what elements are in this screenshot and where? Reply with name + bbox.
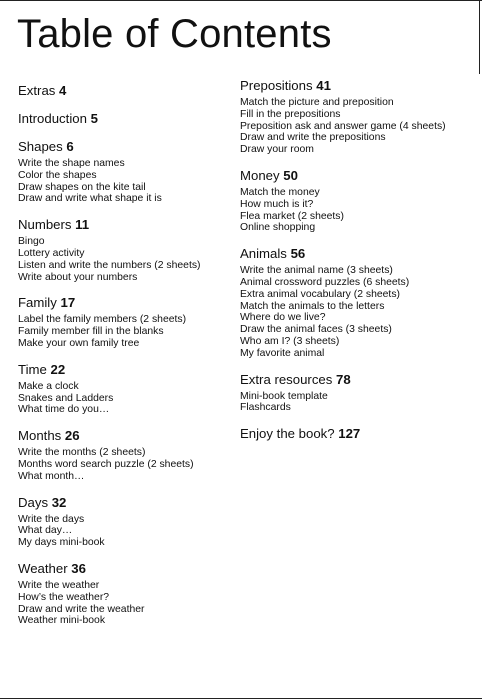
toc-item: How’s the weather? — [18, 591, 110, 603]
section-name: Enjoy the book? — [240, 426, 335, 442]
section-page-number: 6 — [66, 139, 74, 154]
toc-section-money — [240, 168, 476, 234]
toc-item: Make a clock — [18, 380, 79, 392]
section-item-list — [18, 580, 233, 627]
section-page-number: 127 — [338, 426, 361, 442]
section-item-list — [240, 391, 476, 415]
toc-item: Online shopping — [240, 222, 316, 234]
toc-item: Write the months (2 sheets) — [18, 447, 146, 459]
toc-item: Bingo — [18, 236, 45, 248]
section-heading — [18, 362, 233, 378]
section-name: Extras — [18, 83, 56, 98]
toc-section-animals — [240, 246, 476, 359]
section-page-number: 41 — [316, 78, 331, 93]
toc-item: Weather mini-book — [18, 615, 106, 627]
section-page-number: 4 — [59, 83, 67, 98]
section-heading — [240, 426, 476, 442]
toc-item: What time do you… — [18, 404, 110, 416]
toc-item: Flea market (2 sheets) — [240, 210, 344, 222]
section-heading — [18, 217, 233, 233]
toc-item: Write the animal name (3 sheets) — [240, 265, 393, 277]
section-heading — [240, 78, 476, 94]
bottom-rule — [0, 698, 482, 699]
toc-item: Write about your numbers — [18, 271, 138, 283]
toc-item: My favorite animal — [240, 347, 325, 359]
toc-section-shapes — [18, 139, 233, 205]
toc-item: Label the family members (2 sheets) — [18, 314, 187, 326]
section-item-list — [18, 158, 233, 205]
toc-item: My days mini-book — [18, 537, 105, 549]
toc-item: Family member fill in the blanks — [18, 326, 164, 338]
toc-section-days — [18, 495, 233, 549]
toc-section-enjoy-the-book — [240, 426, 476, 442]
section-page-number: 11 — [75, 217, 90, 233]
section-item-list — [240, 97, 476, 156]
top-rule — [0, 0, 482, 1]
section-heading — [240, 168, 476, 184]
toc-item: Draw shapes on the kite tail — [18, 181, 146, 193]
toc-item: Months word search puzzle (2 sheets) — [18, 458, 194, 470]
toc-item: Draw and write what shape it is — [18, 193, 162, 205]
section-name: Days — [18, 494, 49, 510]
section-page-number: 5 — [90, 111, 98, 126]
page-title: Table of Contents — [17, 12, 332, 56]
section-name: Time — [18, 361, 47, 377]
section-name: Shapes — [18, 139, 63, 154]
section-item-list — [18, 236, 233, 283]
section-item-list — [240, 187, 476, 234]
toc-right-column — [240, 78, 476, 445]
toc-section-time — [18, 362, 233, 416]
section-name: Animals — [240, 246, 287, 262]
toc-section-weather — [18, 561, 233, 627]
section-heading — [18, 495, 233, 511]
toc-section-introduction — [18, 111, 233, 127]
section-page-number: 78 — [336, 371, 351, 387]
toc-item: Color the shapes — [18, 169, 97, 181]
toc-section-extras — [18, 83, 233, 99]
toc-section-extra-resources — [240, 372, 476, 415]
section-page-number: 36 — [71, 560, 86, 576]
section-name: Introduction — [18, 111, 87, 126]
section-name: Family — [18, 295, 57, 311]
section-page-number: 56 — [290, 246, 306, 262]
section-heading — [18, 111, 233, 127]
toc-item: Draw and write the prepositions — [240, 132, 386, 144]
section-heading — [18, 83, 233, 99]
toc-item: Make your own family tree — [18, 337, 140, 349]
toc-item: Draw your room — [240, 144, 314, 156]
toc-section-family — [18, 295, 233, 349]
toc-section-numbers — [18, 217, 233, 283]
section-item-list — [18, 314, 233, 349]
section-item-list — [18, 381, 233, 416]
toc-item: Match the picture and preposition — [240, 97, 394, 108]
toc-section-prepositions — [240, 78, 476, 156]
section-heading — [18, 428, 233, 444]
toc-item: Write the shape names — [18, 158, 125, 169]
section-heading — [240, 372, 476, 388]
section-heading — [18, 139, 233, 155]
section-item-list — [18, 514, 233, 549]
toc-item: Animal crossword puzzles (6 sheets) — [240, 276, 410, 288]
toc-item: Where do we live? — [240, 312, 326, 324]
toc-item: Mini-book template — [240, 390, 328, 402]
toc-item: Match the animals to the letters — [240, 300, 385, 312]
toc-item: Flashcards — [240, 402, 291, 414]
section-page-number: 32 — [51, 494, 67, 510]
section-name: Extra resources — [240, 371, 333, 387]
toc-item: Who am I? (3 sheets) — [240, 335, 340, 347]
section-name: Numbers — [18, 217, 72, 233]
section-heading — [18, 295, 233, 311]
section-page-number: 17 — [60, 295, 76, 311]
toc-item: Fill in the prepositions — [240, 108, 341, 120]
toc-item: Write the weather — [18, 579, 100, 591]
section-page-number: 22 — [50, 361, 66, 377]
toc-item: Lottery activity — [18, 247, 85, 259]
toc-item: How much is it? — [240, 198, 314, 210]
toc-item: Listen and write the numbers (2 sheets) — [18, 259, 201, 271]
toc-item: Preposition ask and answer game (4 sheets) — [240, 120, 446, 132]
toc-item: What day… — [18, 525, 73, 537]
toc-item: Extra animal vocabulary (2 sheets) — [240, 288, 400, 300]
section-page-number: 26 — [64, 428, 80, 444]
toc-item: Snakes and Ladders — [18, 392, 114, 404]
toc-item: Match the money — [240, 186, 320, 198]
section-name: Prepositions — [240, 78, 313, 93]
section-item-list — [240, 265, 476, 359]
section-name: Months — [18, 428, 62, 444]
toc-item: Draw the animal faces (3 sheets) — [240, 324, 392, 336]
toc-item: What month… — [18, 470, 85, 482]
section-name: Weather — [18, 560, 68, 576]
toc-section-months — [18, 428, 233, 482]
toc-left-column — [18, 78, 233, 627]
toc-item: Write the days — [18, 513, 85, 525]
section-item-list — [18, 447, 233, 482]
section-page-number: 50 — [283, 167, 298, 183]
right-rule — [479, 0, 480, 74]
section-heading — [18, 561, 233, 577]
section-name: Money — [240, 167, 280, 183]
section-heading — [240, 246, 476, 262]
toc-item: Draw and write the weather — [18, 603, 145, 615]
